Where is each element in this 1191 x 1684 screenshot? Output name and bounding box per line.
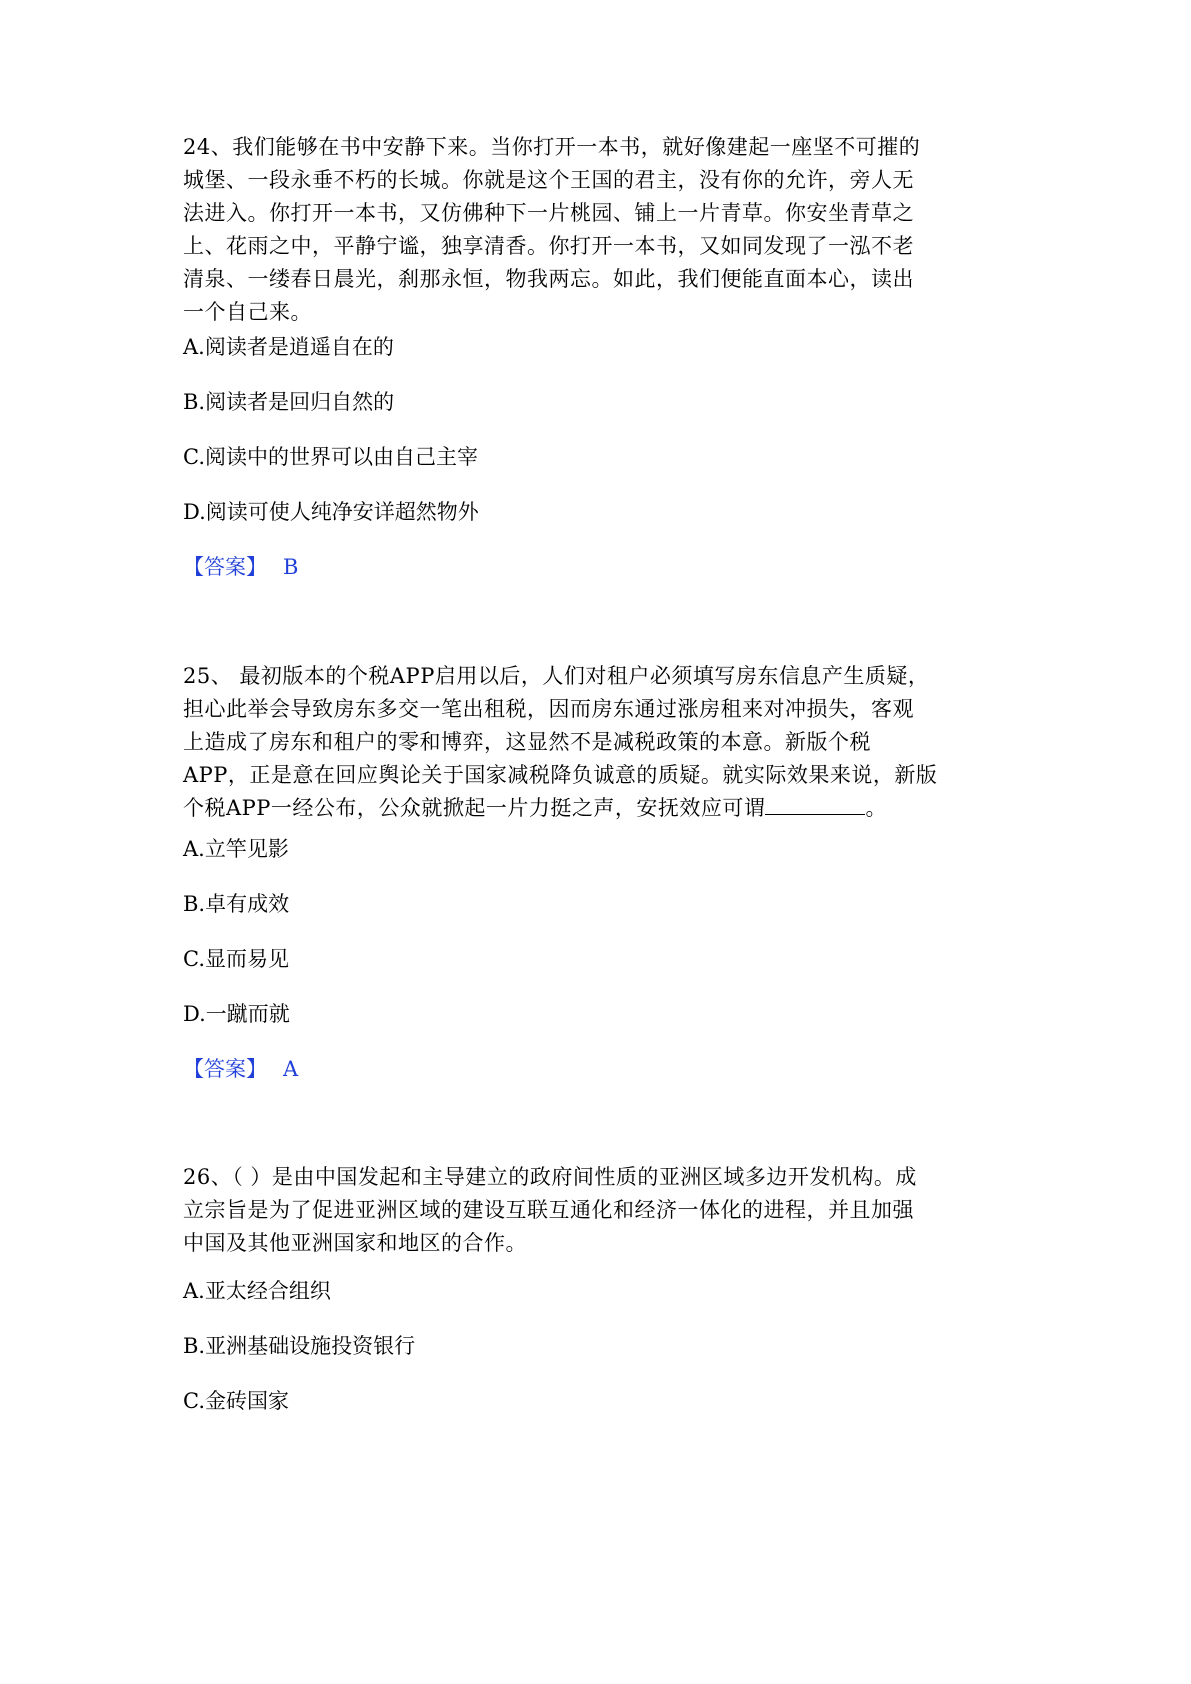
stem-line-last (183, 792, 1013, 825)
stem-line: 中国及其他亚洲国家和地区的合作。 (183, 1231, 527, 1255)
stem-line: 上造成了房东和租户的零和博弈，这显然不是减税政策的本意。新版个税 (183, 730, 871, 754)
question-25-stem (183, 660, 1013, 825)
stem-line: 25、 最初版本的个税APP启用以后，人们对租户必须填写房东信息产生质疑， (183, 664, 930, 688)
question-25-option-d: D.一蹴而就 (183, 1002, 290, 1026)
question-26-option-b: B.亚洲基础设施投资银行 (183, 1334, 416, 1358)
question-26-option-c: C.金砖国家 (183, 1389, 289, 1413)
stem-line-text: 个税APP一经公布，公众就掀起一片力挺之声，安抚效应可谓 (183, 796, 766, 820)
question-25-answer (183, 1054, 298, 1084)
stem-line: 城堡、一段永垂不朽的长城。你就是这个王国的君主，没有你的允许，旁人无 (183, 168, 914, 192)
answer-label: 【答案】 (183, 555, 267, 579)
question-24-stem (183, 131, 1013, 329)
question-25-option-b: B.卓有成效 (183, 892, 290, 916)
stem-line: 担心此举会导致房东多交一笔出租税，因而房东通过涨房租来对冲损失，客观 (183, 697, 914, 721)
stem-line: 法进入。你打开一本书，又仿佛种下一片桃园、铺上一片青草。你安坐青草之 (183, 201, 914, 225)
question-24-option-a: A.阅读者是逍遥自在的 (183, 335, 394, 359)
answer-value: B (283, 555, 299, 579)
answer-label: 【答案】 (183, 1057, 267, 1081)
question-25-option-c: C.显而易见 (183, 947, 289, 971)
question-24-option-c: C.阅读中的世界可以由自己主宰 (183, 445, 478, 469)
stem-line: 26、（ ）是由中国发起和主导建立的政府间性质的亚洲区域多边开发机构。成 (183, 1165, 917, 1189)
fill-in-blank (765, 794, 865, 815)
stem-line: 立宗旨是为了促进亚洲区域的建设互联互通化和经济一体化的进程，并且加强 (183, 1198, 914, 1222)
stem-line: APP，正是意在回应舆论关于国家减税降负诚意的质疑。就实际效果来说，新版 (183, 763, 938, 787)
question-26-stem (183, 1161, 1013, 1260)
stem-line-tail: 。 (865, 796, 887, 820)
question-26-option-a: A.亚太经合组织 (183, 1279, 331, 1303)
answer-value: A (283, 1057, 299, 1081)
question-25-option-a: A.立竿见影 (183, 837, 289, 861)
stem-line: 清泉、一缕春日晨光，刹那永恒，物我两忘。如此，我们便能直面本心，读出 (183, 267, 914, 291)
question-24-answer (183, 552, 298, 582)
stem-line: 一个自己来。 (183, 300, 312, 324)
stem-line: 上、花雨之中，平静宁谧，独享清香。你打开一本书，又如同发现了一泓不老 (183, 234, 914, 258)
question-24-option-d: D.阅读可使人纯净安详超然物外 (183, 500, 479, 524)
stem-line: 24、我们能够在书中安静下来。当你打开一本书，就好像建起一座坚不可摧的 (183, 135, 921, 159)
question-24-option-b: B.阅读者是回归自然的 (183, 390, 395, 414)
